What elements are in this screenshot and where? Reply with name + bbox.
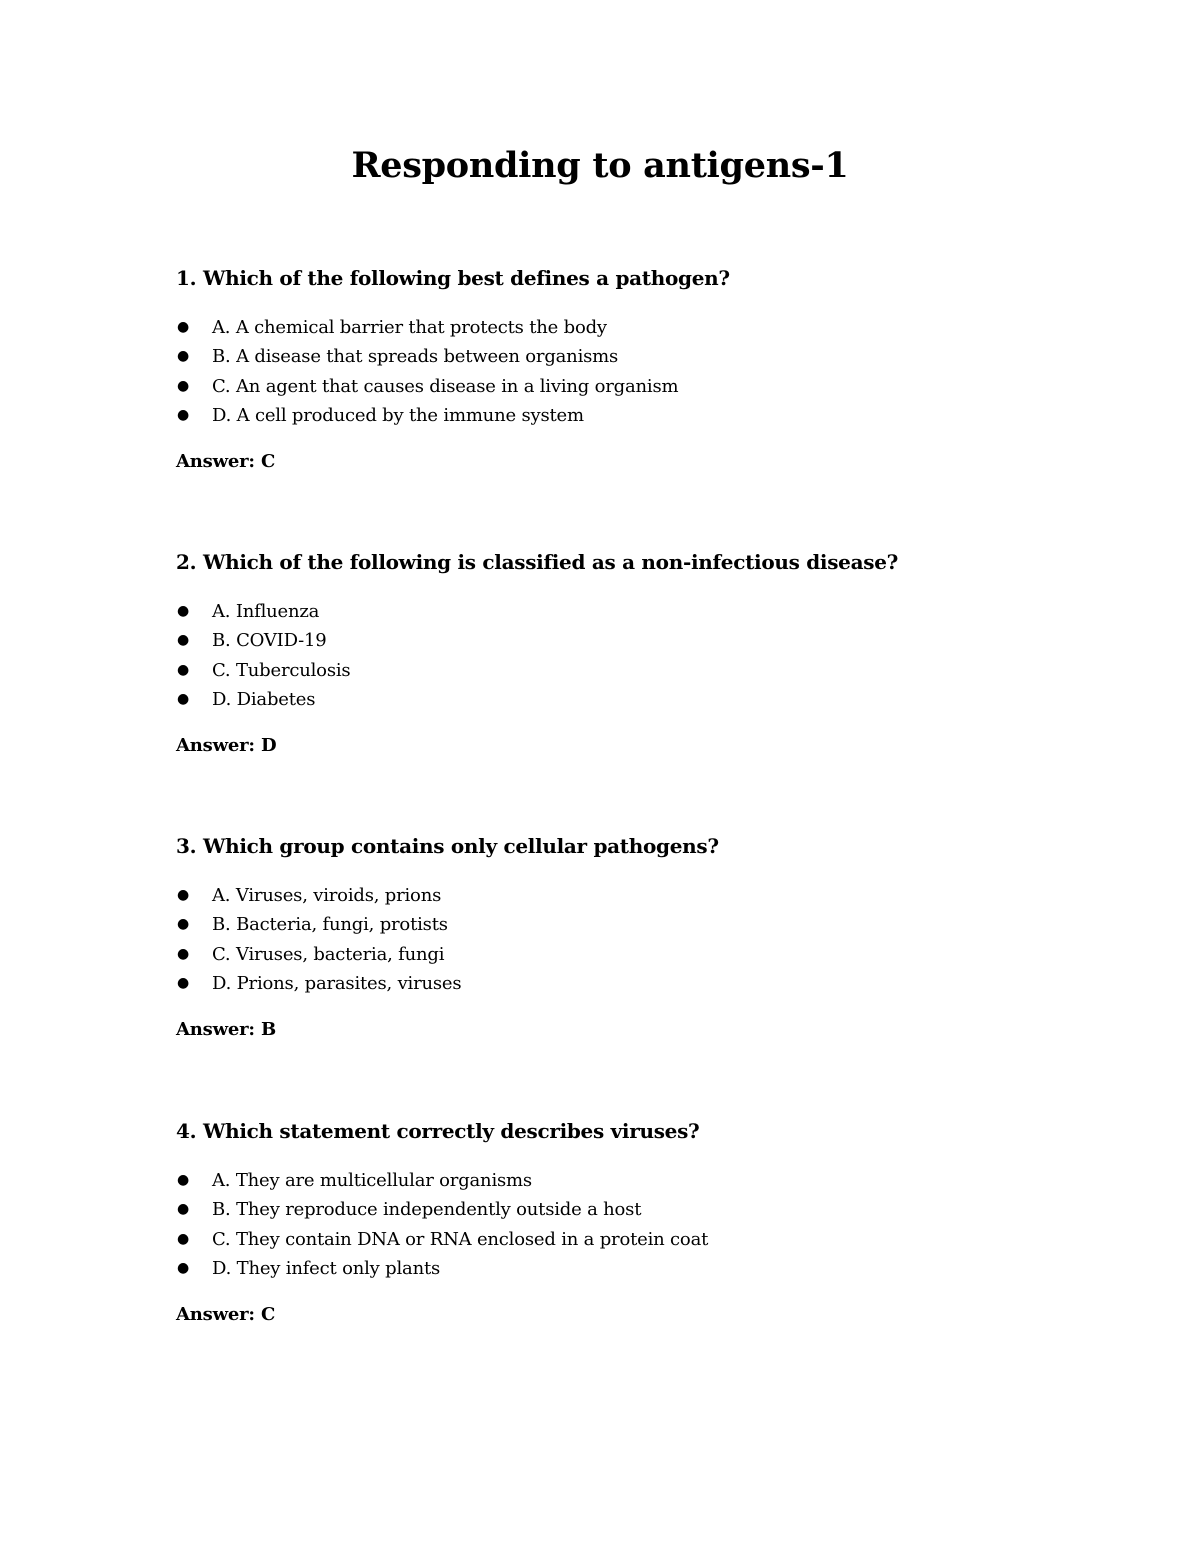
option-item <box>176 685 350 714</box>
answer-label: Answer: <box>176 1019 255 1040</box>
option-text: A. They are multicellular organisms <box>212 1170 532 1191</box>
question-2 <box>176 547 1126 756</box>
bullet-icon: ● <box>176 632 190 649</box>
question-heading: 2. Which of the following is classified as a non-infectious disease? <box>176 550 899 574</box>
option-item <box>176 1166 708 1195</box>
option-item <box>176 1254 708 1283</box>
bullet-icon: ● <box>176 690 190 707</box>
answer-label: Answer: <box>176 1304 255 1325</box>
option-list <box>176 313 678 430</box>
option-item <box>176 940 461 969</box>
option-item <box>176 372 678 401</box>
option-item <box>176 401 678 430</box>
bullet-icon: ● <box>176 887 190 903</box>
option-list <box>176 881 461 998</box>
bullet-icon: ● <box>176 1230 190 1247</box>
answer-line <box>176 733 276 759</box>
question-1 <box>176 263 1126 472</box>
option-text: D. They infect only plants <box>212 1257 441 1279</box>
option-item <box>176 656 350 685</box>
option-text: D. A cell produced by the immune system <box>212 404 584 426</box>
bullet-icon: ● <box>176 974 190 991</box>
bullet-icon: ● <box>176 319 190 335</box>
answer-value: D <box>260 735 277 756</box>
option-item <box>176 969 461 998</box>
option-item <box>176 597 350 626</box>
question-heading: 1. Which of the following best defines a pathogen? <box>176 266 730 290</box>
option-list <box>176 597 350 714</box>
option-text: A. A chemical barrier that protects the body <box>212 317 607 338</box>
question-heading: 3. Which group contains only cellular pathogens? <box>176 834 719 858</box>
option-item <box>176 881 461 910</box>
option-item <box>176 1225 708 1254</box>
answer-line <box>176 449 275 475</box>
option-text: D. Prions, parasites, viruses <box>212 972 462 994</box>
option-text: B. Bacteria, fungi, protists <box>212 914 448 936</box>
option-text: B. COVID-19 <box>212 630 327 652</box>
option-item <box>176 626 350 655</box>
bullet-icon: ● <box>176 377 190 394</box>
bullet-icon: ● <box>176 1259 190 1276</box>
option-text: D. Diabetes <box>212 688 316 710</box>
option-item <box>176 910 461 939</box>
option-text: B. They reproduce independently outside a host <box>212 1199 642 1221</box>
bullet-icon: ● <box>176 661 190 678</box>
answer-value: C <box>260 1304 276 1325</box>
answer-line <box>176 1302 275 1328</box>
option-item <box>176 1195 708 1224</box>
option-text: C. Viruses, bacteria, fungi <box>212 943 445 965</box>
bullet-icon: ● <box>176 406 190 423</box>
answer-value: C <box>260 451 276 472</box>
question-3 <box>176 831 1126 1040</box>
option-text: A. Viruses, viroids, prions <box>212 885 442 906</box>
answer-line <box>176 1017 276 1043</box>
question-heading: 4. Which statement correctly describes viruses? <box>176 1119 700 1143</box>
option-item <box>176 342 678 371</box>
option-text: C. Tuberculosis <box>212 659 351 681</box>
answer-label: Answer: <box>176 735 255 756</box>
option-text: C. They contain DNA or RNA enclosed in a protein coat <box>212 1228 709 1250</box>
bullet-icon: ● <box>176 348 190 365</box>
option-item <box>176 313 678 342</box>
bullet-icon: ● <box>176 1201 190 1218</box>
question-4 <box>176 1116 1126 1325</box>
bullet-icon: ● <box>176 1172 190 1188</box>
option-list <box>176 1166 708 1283</box>
page-title: Responding to antigens-1 <box>351 145 849 186</box>
option-text: A. Influenza <box>212 601 320 622</box>
answer-value: B <box>260 1019 276 1040</box>
option-text: B. A disease that spreads between organisms <box>212 346 619 368</box>
bullet-icon: ● <box>176 603 190 619</box>
option-text: C. An agent that causes disease in a living organism <box>212 375 679 397</box>
bullet-icon: ● <box>176 916 190 933</box>
bullet-icon: ● <box>176 945 190 962</box>
answer-label: Answer: <box>176 451 255 472</box>
